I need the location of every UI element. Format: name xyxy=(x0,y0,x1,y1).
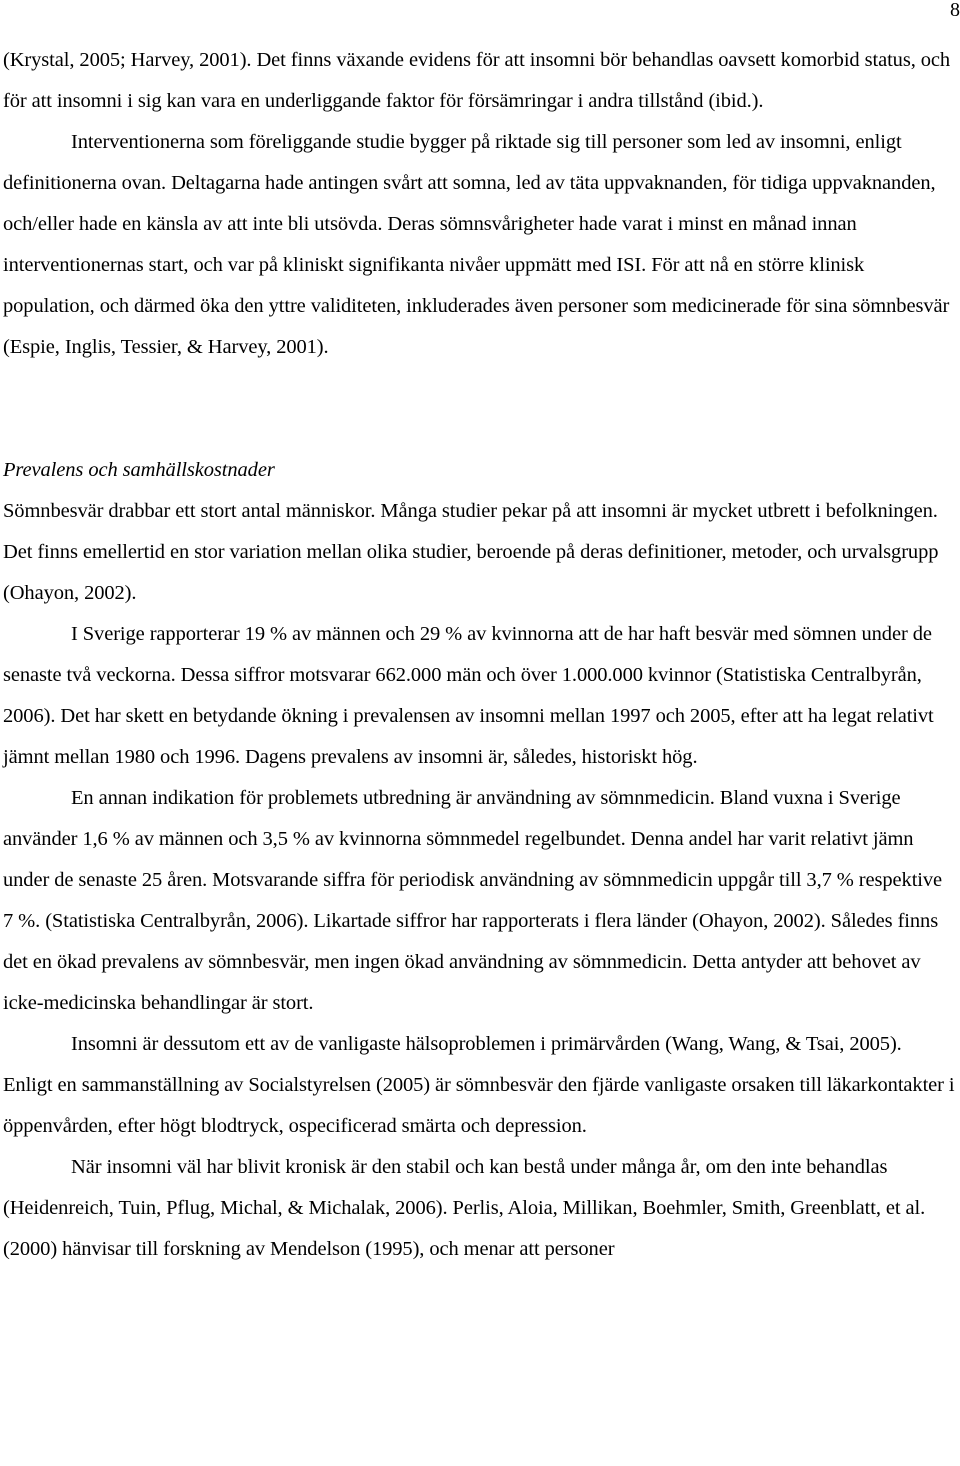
section-heading: Prevalens och samhällskostnader xyxy=(3,459,275,481)
paragraph: (Krystal, 2005; Harvey, 2001). Det finns växande evidens för att insomni bör behandlas oavsett komorbid status, och för att insomni i sig kan vara en underliggande faktor för försämringar i andra tillstånd (ibid.). xyxy=(3,49,951,112)
document-body xyxy=(3,40,955,1270)
paragraph: Insomni är dessutom ett av de vanligaste hälsoproblemen i primärvården (Wang, Wang, & Tsai, 2005). Enligt en sammanställning av Socialstyrelsen (2005) är sömnbesvär den fjärde vanligaste orsaken till läkarkontakter i öppenvården, efter högt blodtryck, ospecificerad smärta och depression. xyxy=(3,1033,955,1137)
paragraph: Interventionerna som föreliggande studie bygger på riktade sig till personer som led av insomni, enligt definitionerna ovan. Deltagarna hade antingen svårt att somna, led av täta uppvaknanden, för tidiga uppvaknanden, och/eller hade en känsla av att inte bli utsövda. Deras sömnsvårigheter hade varat i minst en månad innan interventionernas start, och var på kliniskt signifikanta nivåer uppmätt med ISI. För att nå en större klinisk population, och därmed öka den yttre validiteten, inkluderades även personer som medicinerade för sina sömnbesvär (Espie, Inglis, Tessier, & Harvey, 2001). xyxy=(3,131,950,358)
paragraph: I Sverige rapporterar 19 % av männen och 29 % av kvinnorna att de har haft besvär med sömnen under de senaste två veckorna. Dessa siffror motsvarar 662.000 män och över 1.000.000 kvinnor (Statistiska Centralbyrån, 2006). Det har skett en betydande ökning i prevalensen av insomni mellan 1997 och 2005, efter att ha legat relativt jämnt mellan 1980 och 1996. Dagens prevalens av insomni är, således, historiskt hög. xyxy=(3,623,934,768)
paragraph: En annan indikation för problemets utbredning är användning av sömnmedicin. Bland vuxna i Sverige använder 1,6 % av männen och 3,5 % av kvinnorna sömnmedel regelbundet. Denna andel har varit relativt jämn under de senaste 25 åren. Motsvarande siffra för periodisk användning av sömnmedicin uppgår till 3,7 % respektive 7 %. (Statistiska Centralbyrån, 2006). Likartade siffror har rapporterats i flera länder (Ohayon, 2002). Således finns det en ökad prevalens av sömnbesvär, men ingen ökad användning av sömnmedicin. Detta antyder att behovet av icke-medicinska behandlingar är stort. xyxy=(3,787,943,1014)
paragraph: Sömnbesvär drabbar ett stort antal människor. Många studier pekar på att insomni är mycket utbrett i befolkningen. Det finns emellertid en stor variation mellan olika studier, beroende på deras definitioner, metoder, och urvalsgrupp (Ohayon, 2002). xyxy=(3,500,939,604)
page-number: 8 xyxy=(950,0,960,21)
section-spacer xyxy=(3,368,955,450)
paragraph: När insomni väl har blivit kronisk är den stabil och kan bestå under många år, om den inte behandlas (Heidenreich, Tuin, Pflug, Michal, & Michalak, 2006). Perlis, Aloia, Millikan, Boehmler, Smith, Greenblatt, et al. (2000) hänvisar till forskning av Mendelson (1995), och menar att personer xyxy=(3,1156,926,1260)
